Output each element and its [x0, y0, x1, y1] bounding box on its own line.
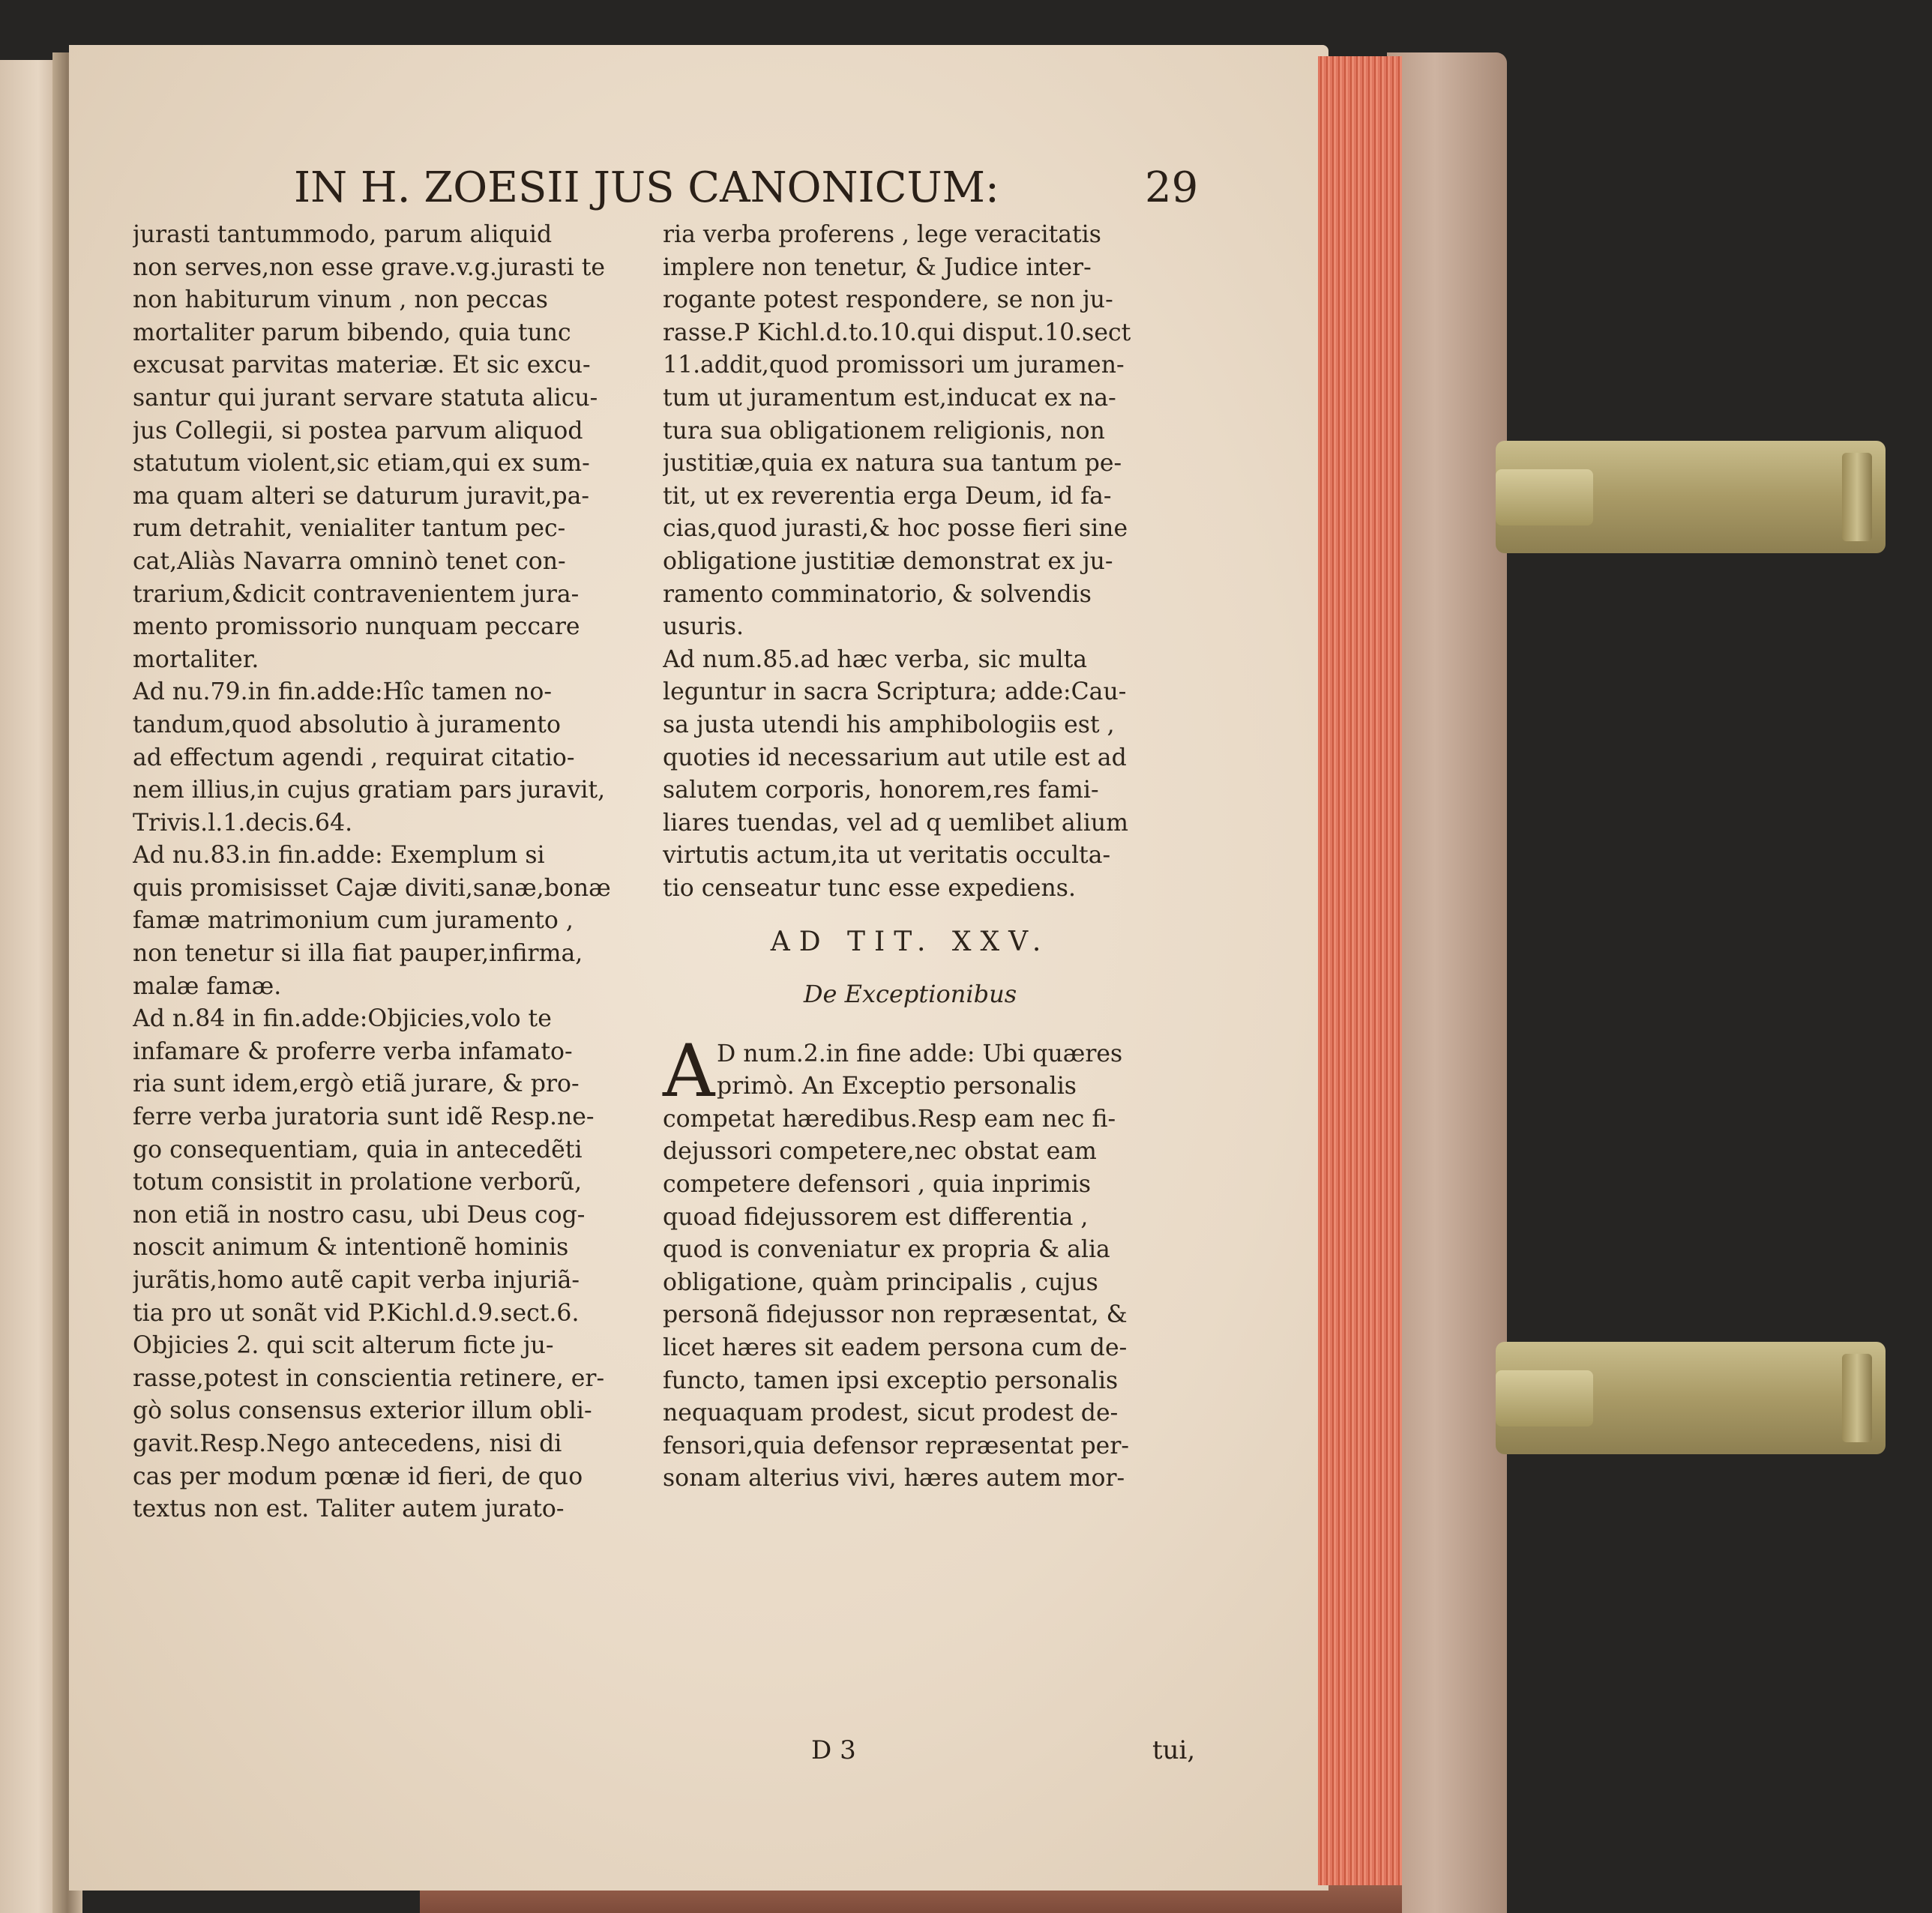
text-line: quoties id necessarium aut utile est ad	[663, 744, 1127, 771]
text-line: Objicies 2. qui scit alterum ficte ju-	[133, 1332, 554, 1360]
text-line: cat,Aliàs Navarra omninò tenet con-	[133, 547, 566, 575]
text-line: mento promissorio nunquam peccare	[133, 613, 580, 641]
page-edges-fore	[1318, 56, 1402, 1885]
book-page	[69, 45, 1328, 1891]
left-text-column	[133, 219, 628, 1526]
text-line: functo, tamen ipsi exceptio personalis	[663, 1367, 1119, 1394]
text-line: 11.addit,quod promissori um juramen-	[663, 352, 1125, 379]
lower-clasp	[1496, 1342, 1886, 1454]
text-line: quoad fidejussorem est differentia ,	[663, 1203, 1089, 1231]
text-line: non serves,non esse grave.v.g.jurasti te	[133, 253, 606, 281]
text-line: virtutis actum,ita ut veritatis occulta-	[663, 842, 1111, 870]
text-line: leguntur in sacra Scriptura; adde:Cau-	[663, 678, 1127, 706]
signature-mark: D 3	[811, 1735, 856, 1765]
text-line: ferre verba juratoria sunt idẽ Resp.ne-	[133, 1103, 595, 1131]
upper-clasp	[1496, 441, 1886, 553]
text-line: malæ famæ.	[133, 972, 282, 1000]
text-line: Ad n.84 in fin.adde:Objicies,volo te	[133, 1005, 552, 1033]
text-line: personã fidejussor non repræsentat, &	[663, 1301, 1128, 1329]
text-line: nequaquam prodest, sicut prodest de-	[663, 1400, 1119, 1427]
text-line: primò. An Exceptio personalis	[717, 1073, 1077, 1100]
text-line: justitiæ,quia ex natura sua tantum pe-	[663, 450, 1122, 478]
text-line: tura sua obligationem religionis, non	[663, 417, 1105, 445]
right-column-bottom-text	[663, 1103, 1158, 1495]
text-line: cias,quod jurasti,& hoc posse fieri sine	[663, 515, 1128, 543]
text-line: usuris.	[663, 613, 744, 641]
text-line: Ad num.85.ad hæc verba, sic multa	[663, 645, 1088, 673]
text-line: dejussori competere,nec obstat eam	[663, 1138, 1097, 1166]
text-line: sa justa utendi his amphibologiis est ,	[663, 711, 1115, 738]
running-title: IN H. ZOESII JUS CANONICUM:	[294, 163, 999, 212]
upper-clasp-pin	[1842, 453, 1872, 541]
text-line: ria sunt idem,ergò etiã jurare, & pro-	[133, 1070, 580, 1098]
text-line: quis promisisset Cajæ diviti,sanæ,bonæ	[133, 874, 611, 902]
section-title: AD TIT. XXV.	[770, 927, 1050, 958]
catchword: tui,	[1152, 1735, 1196, 1765]
upper-clasp-bar	[1496, 469, 1593, 525]
text-line: competere defensori , quia inprimis	[663, 1171, 1092, 1199]
text-line: totum consistit in prolatione verborũ,	[133, 1169, 583, 1196]
section-opening	[663, 1028, 1158, 1113]
text-line: tio censeatur tunc esse expediens.	[663, 874, 1076, 902]
text-line: obligatione justitiæ demonstrat ex ju-	[663, 547, 1113, 575]
lower-clasp-pin	[1842, 1354, 1872, 1442]
text-line: cas per modum pœnæ id fieri, de quo	[133, 1462, 583, 1490]
text-line: textus non est. Taliter autem jurato-	[133, 1495, 565, 1523]
text-line: jurasti tantummodo, parum aliquid	[133, 221, 553, 248]
text-line: famæ matrimonium cum juramento ,	[133, 907, 574, 935]
text-line: gavit.Resp.Nego antecedens, nisi di	[133, 1430, 562, 1457]
text-line: rogante potest respondere, se non ju-	[663, 286, 1113, 314]
text-line: trarium,&dicit contravenientem jura-	[133, 580, 580, 608]
lower-clasp-bar	[1496, 1370, 1593, 1427]
text-line: mortaliter.	[133, 645, 259, 673]
text-line: non tenetur si illa fiat pauper,infirma,	[133, 940, 583, 968]
text-line: non habiturum vinum , non peccas	[133, 286, 548, 314]
text-line: ad effectum agendi , requirat citatio-	[133, 744, 575, 771]
text-line: jus Collegii, si postea parvum aliquod	[133, 417, 583, 445]
text-line: gò solus consensus exterior illum obli-	[133, 1397, 592, 1425]
text-line: non etiã in nostro casu, ubi Deus cog-	[133, 1201, 586, 1229]
text-line: ramento comminatorio, & solvendis	[663, 580, 1092, 608]
text-line: noscit animum & intentionẽ hominis	[133, 1234, 569, 1262]
text-line: Ad nu.79.in fin.adde:Hîc tamen no-	[133, 678, 553, 706]
text-line: licet hæres sit eadem persona cum de-	[663, 1334, 1128, 1361]
text-line: D num.2.in fine adde: Ubi quæres	[717, 1040, 1123, 1067]
text-line: nem illius,in cujus gratiam pars juravit,	[133, 777, 606, 804]
text-line: go consequentiam, quia in antecedẽti	[133, 1136, 583, 1163]
text-line: rasse.P Kichl.d.to.10.qui disput.10.sect	[663, 319, 1131, 346]
text-line: jurãtis,homo autẽ capit verba injuriã-	[133, 1267, 580, 1294]
text-line: tit, ut ex reverentia erga Deum, id fa-	[663, 482, 1112, 510]
book-cover	[1387, 52, 1507, 1913]
text-line: competat hæredibus.Resp eam nec fi-	[663, 1105, 1116, 1133]
text-line: santur qui jurant servare statuta alicu-	[133, 384, 598, 412]
text-line: tandum,quod absolutio à juramento	[133, 711, 561, 738]
text-line: Ad nu.83.in fin.adde: Exemplum si	[133, 842, 545, 870]
text-line: tum ut juramentum est,inducat ex na-	[663, 384, 1116, 412]
text-line: sonam alterius vivi, hæres autem mor-	[663, 1465, 1125, 1492]
right-text-column	[663, 219, 1158, 1495]
text-line: statutum violent,sic etiam,qui ex sum-	[133, 450, 590, 478]
text-line: obligatione, quàm principalis , cujus	[663, 1268, 1098, 1296]
right-column-top-text	[663, 219, 1158, 905]
text-line: ma quam alteri se daturum juravit,pa-	[133, 482, 590, 510]
text-line: liares tuendas, vel ad q uemlibet alium	[663, 809, 1128, 837]
opening-lines	[663, 1028, 1158, 1113]
text-line: quod is conveniatur ex propria & alia	[663, 1236, 1110, 1264]
page-number: 29	[1145, 163, 1199, 212]
text-line: implere non tenetur, & Judice inter-	[663, 253, 1092, 281]
drop-initial: A	[663, 1028, 715, 1113]
text-line: fensori,quia defensor repræsentat per-	[663, 1432, 1130, 1459]
text-line: rum detrahit, venialiter tantum pec-	[133, 515, 566, 543]
text-line: infamare & proferre verba infamato-	[133, 1037, 573, 1065]
text-line: tia pro ut sonãt vid P.Kichl.d.9.sect.6.	[133, 1299, 580, 1327]
text-line: ria verba proferens , lege veracitatis	[663, 221, 1101, 248]
text-line: Trivis.l.1.decis.64.	[133, 809, 353, 837]
text-line: excusat parvitas materiæ. Et sic excu-	[133, 352, 591, 379]
text-line: rasse,potest in conscientia retinere, er-	[133, 1364, 605, 1392]
text-line: mortaliter parum bibendo, quia tunc	[133, 319, 571, 346]
section-subtitle: De Exceptionibus	[803, 980, 1017, 1009]
text-line: salutem corporis, honorem,res fami-	[663, 777, 1099, 804]
